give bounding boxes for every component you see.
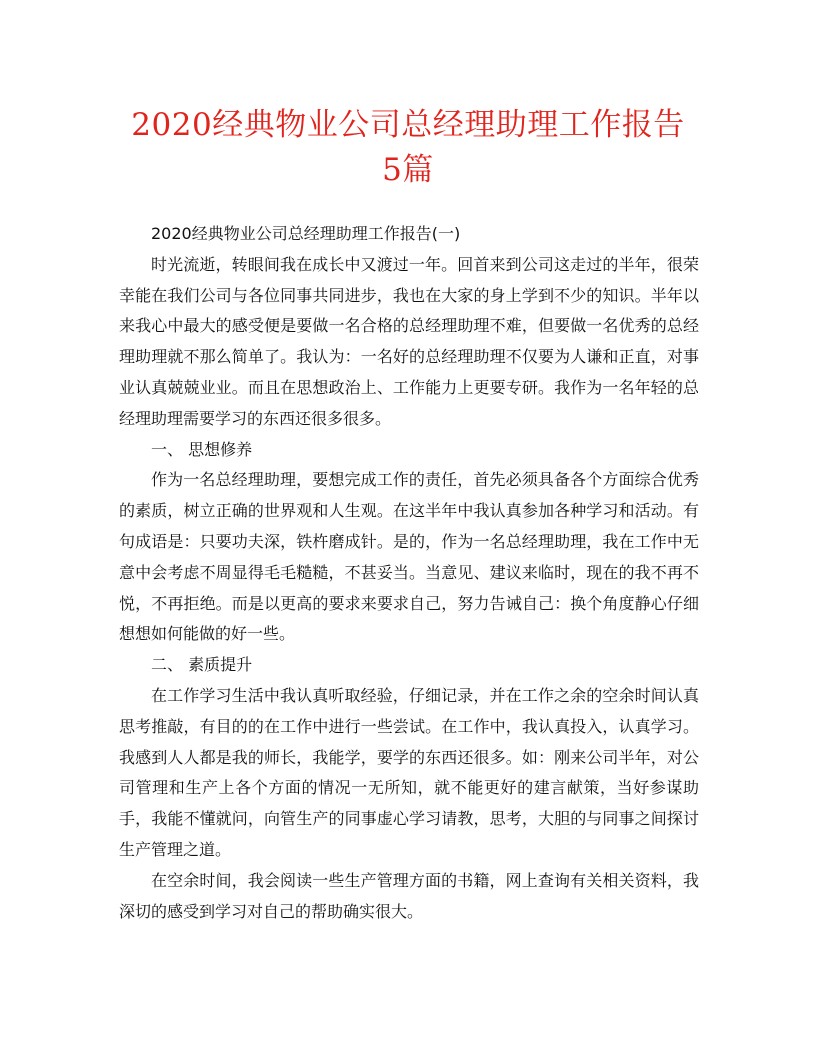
section-heading-report-one: 2020经典物业公司总经理助理工作报告(一) [151, 224, 461, 243]
paragraph-spare-time: 在空余时间，我会阅读一些生产管理方面的书籍，网上查询有关相关资料，我深切的感受到学习对自己的帮助确实很大。 [119, 870, 699, 921]
title-line-1: 2020经典物业公司总经理助理工作报告 [131, 107, 685, 143]
section-heading-thought: 一、 思想修养 [151, 439, 253, 459]
section-heading-quality: 二、 素质提升 [151, 655, 253, 675]
document-body [119, 219, 699, 927]
paragraph-thought: 作为一名总经理助理，要想完成工作的责任，首先必须具备各个方面综合优秀的素质，树立正确的世界观和人生观。在这半年中我认真参加各种学习和活动。有句成语是：只要功夫深，铁杵磨成针。是的，作为一名总经理助理，我在工作中无意中会考虑不周显得毛毛糙糙，不甚妥当。当意见、建议来临时，现在的我不再不悦，不再拒绝。而是以更高的要求来要求自己，努力告诫自己：换个角度静心仔细想想如何能做的好一些。 [119, 470, 699, 644]
title-line-2: 5篇 [382, 152, 434, 188]
document-title [100, 103, 716, 193]
paragraph-quality: 在工作学习生活中我认真听取经验，仔细记录，并在工作之余的空余时间认真思考推敲，有目的的在工作中进行一些尝试。在工作中，我认真投入，认真学习。我感到人人都是我的师长，我能学，要学的东西还很多。如：刚来公司半年，对公司管理和生产上各个方面的情况一无所知，就不能更好的建言献策，当好参谋助手，我能不懂就问，向管生产的同事虚心学习请教，思考，大胆的与同事之间探讨生产管理之道。 [119, 685, 699, 859]
paragraph-intro: 时光流逝，转眼间我在成长中又渡过一年。回首来到公司这走过的半年，很荣幸能在我们公司与各位同事共同进步，我也在大家的身上学到不少的知识。半年以来我心中最大的感受便是要做一名合格的总经理助理不难，但要做一名优秀的总经理助理就不那么简单了。我认为：一名好的总经理助理不仅要为人谦和正直，对事业认真兢兢业业。而且在思想政治上、工作能力上更要专研。我作为一名年轻的总经理助理需要学习的东西还很多很多。 [119, 254, 699, 428]
